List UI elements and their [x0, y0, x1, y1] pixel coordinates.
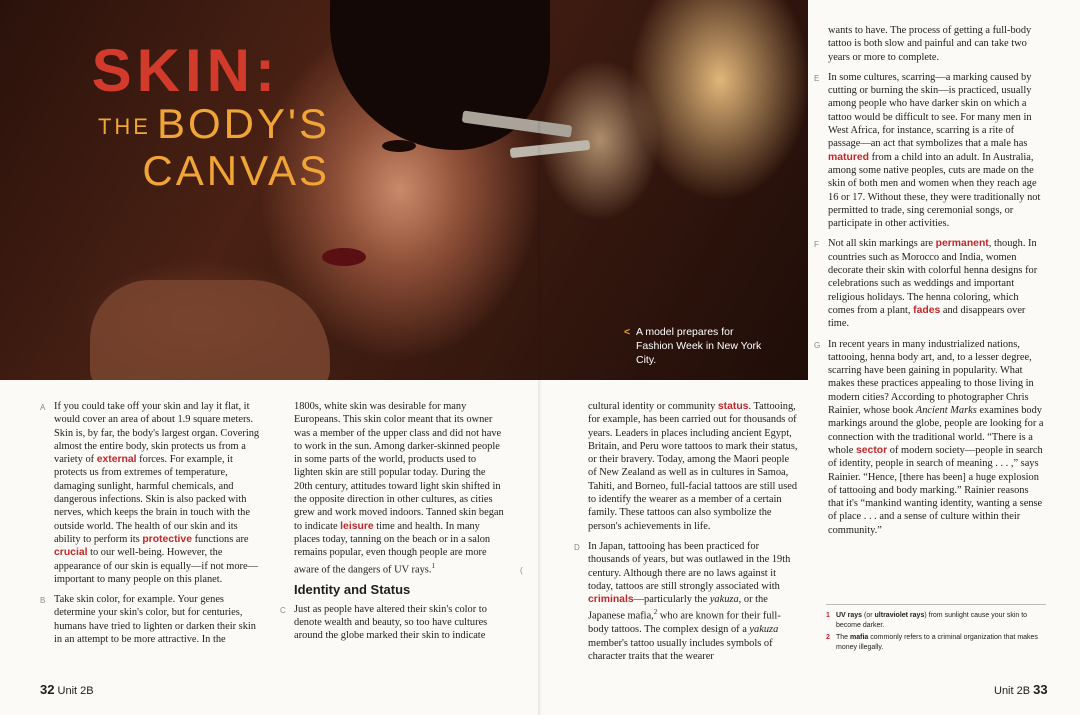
model-eye-shape	[382, 140, 416, 152]
column-1	[40, 400, 264, 653]
caption-text: A model prepares for Fashion Week in New York City.	[636, 326, 762, 366]
paragraph-label: F	[814, 240, 819, 250]
title-line-3: CANVAS	[142, 146, 330, 194]
footnote-1	[826, 611, 1046, 630]
book-title: Ancient Marks	[915, 405, 977, 417]
folio-left	[40, 682, 94, 697]
paragraph-g	[814, 338, 1046, 537]
paragraph-text: Not all skin markings are	[828, 238, 936, 250]
section-heading: Identity and Status	[294, 582, 411, 598]
paragraph-text: , though. In countries such as Morocco and India, women decorate their skin with colorful henna designs for celebrations such as weddings and important religious holidays. The henna coloring, which comes from a plant,	[828, 238, 1038, 316]
vocab-word: crucial	[54, 547, 88, 559]
paragraph-text: —particularly the	[633, 594, 710, 606]
title-line-1: SKIN:	[91, 37, 280, 104]
paragraph-text: from a child into an adult. In Australia, among some native peoples, cuts are made on the skin of both men and women when they reach age 16 or 17. Without these, they were traditionally not permitted to trade, sing ceremonial songs, or participate in other activities.	[828, 151, 1041, 230]
paragraph-text: wants to have. The process of getting a full-body tattoo is both slow and painful and can take two years or more to complete.	[828, 25, 1032, 63]
paragraph-text: examines body markings around the globe, people are looking for a connection with the traditional world. “There is a whole	[828, 405, 1044, 456]
footnote-2	[826, 633, 1046, 652]
vocab-word: fades	[913, 304, 941, 316]
footnotes	[826, 604, 1046, 655]
italic-term: yakuza	[749, 624, 779, 636]
footnote-text: )	[924, 612, 927, 619]
paragraph-f	[814, 237, 1046, 330]
model-lips-shape	[322, 248, 366, 266]
paragraph-d	[574, 540, 800, 663]
paragraph-text: and disappears over time.	[828, 304, 1026, 330]
paragraph-a	[40, 400, 264, 586]
hand-shape	[90, 280, 330, 380]
footnote-term: ultraviolet rays	[874, 612, 925, 619]
paragraph-label: G	[814, 340, 821, 350]
paragraph-label: E	[814, 73, 820, 83]
paragraph-text: Just as people have altered their skin's color to denote wealth and beauty, so too have cultures around the globe marked their skin to indicate	[294, 603, 488, 642]
paragraph-text: . Tattooing, for example, has been carried out for thousands of years. Leaders in places including ancient Egypt, Britain, and Peru wore tattoos to mark their status, or their bravery. Today, among the Maori people of New Zealand as well as in cultures in Samoa, Tahiti, and Borneo, full-facial tattoos are still used to identify the wearer as a member of a certain family. These tattoos can also symbolize the person's achievements in life.	[588, 401, 798, 532]
caption-arrow-icon: <	[624, 326, 631, 338]
column-3	[574, 400, 800, 670]
vocab-word: leisure	[340, 520, 374, 532]
italic-term: yakuza	[709, 594, 739, 606]
hair-clip-shape-2	[510, 140, 591, 158]
footnote-number: 1	[826, 612, 830, 619]
paragraph-label: B	[40, 596, 46, 606]
paragraph-text: of modern society—people in search of identity, people in search of meaning . . . ,” says Rainier. “Hence, [there has been] a huge explosion of tattooing and body marking.” Rainier reasons that it's “mankind wanting identity, wanting a sense of place . . . and a sense of culture within their community.”	[828, 444, 1043, 536]
paragraph-text: time and health. In many places today, tanning on the beach or in a salon remains popular, even though people are more aware of the dangers of UV rays.	[294, 520, 491, 576]
column-4	[814, 24, 1046, 544]
footnote-text: commonly refers to a criminal organization that makes money illegally.	[836, 634, 1038, 651]
footnote-ref: 1	[431, 561, 435, 570]
folio-right	[994, 682, 1048, 697]
paragraph-text: to our well-being. However, the appearance of our skin is equally—if not more—important to many people on this planet.	[54, 547, 258, 585]
paragraph-label: C	[280, 605, 286, 615]
footnote-ref: 2	[653, 608, 658, 617]
page-number: 33	[1033, 682, 1048, 697]
unit-label: Unit 2B	[994, 685, 1031, 697]
vocab-word: external	[96, 454, 137, 466]
paragraph-text: 1800s, white skin was desirable for many Europeans. This skin color meant that its owner was a member of the upper class and did not have to work in the sun. Among darker-skinned people in some parts of the world, products used to lighten skin are still popular today. During the 20th century, attitudes toward light skin shifted in the opposite direction in other cultures, as cities grew and work moved indoors. Tanned skin began to indicate	[294, 401, 504, 532]
footnote-text: The	[836, 634, 851, 641]
paragraph-text: who are known for their full-body tattoos. The complex design of a	[588, 610, 781, 636]
vocab-word: sector	[856, 444, 888, 456]
stray-mark: (	[520, 566, 523, 575]
paragraph-d-continued	[828, 24, 1046, 64]
paragraph-b	[40, 593, 264, 646]
vocab-word: permanent	[935, 238, 989, 250]
photo-caption	[624, 325, 766, 367]
vocab-word: protective	[142, 533, 192, 545]
vocab-word: criminals	[588, 594, 634, 606]
footnote-text: from sunlight cause your skin to become darker.	[836, 612, 1028, 629]
hero-photo	[0, 0, 808, 380]
paragraph-text: Take skin color, for example. Your genes determine your skin's color, but for centuries, humans have tried to lighten or darken their skin in an attempt to be more attractive. In the	[54, 594, 256, 646]
paragraph-c	[280, 603, 504, 643]
footnote-term: mafia	[850, 634, 869, 641]
vocab-word: status	[717, 401, 749, 412]
paragraph-label: A	[40, 403, 46, 412]
paragraph-text: If you could take off your skin and lay it flat, it would cover an area of about 1.9 square meters. Skin is, by far, the body's largest organ. Covering almost the entire body, skin protects us from a variety of	[54, 401, 260, 466]
page-number: 32	[40, 682, 55, 697]
page-gutter	[538, 0, 542, 715]
paragraph-text: functions are	[191, 533, 249, 545]
title-the: THE	[97, 113, 151, 139]
paragraph-text: member's tattoo usually includes symbols of character traits that the wearer	[588, 637, 773, 662]
paragraph-text: In recent years in many industrialized nations, tattooing, henna body art, and, to a lesser degree, scarring have been gaining in popularity. What makes these practices appealing to those living in modern cities? According to photographer Chris Rainier, whose book	[828, 338, 1034, 417]
paragraph-label: D	[574, 542, 580, 552]
article-title	[30, 37, 330, 194]
paragraph-text: , or the Japanese mafia,	[588, 594, 768, 622]
footnote-term: UV rays	[836, 612, 863, 619]
footnote-number: 2	[826, 634, 830, 641]
title-bodys: BODY'S	[156, 100, 330, 147]
paragraph-text: forces. For example, it protects us from extremes of temperature, damaging sunlight, harmful chemicals, and dangerous infections. Skin is also packed with nerves, which keeps the brain in touch with the outside world. The health of our skin and its ability to perform its	[54, 454, 250, 545]
vocab-word: matured	[828, 151, 869, 163]
unit-label: Unit 2B	[57, 685, 94, 697]
title-line-2	[30, 102, 330, 149]
column-2	[280, 400, 504, 650]
paragraph-text: cultural identity or community	[588, 401, 718, 412]
footnote-text: (or	[862, 612, 875, 619]
paragraph-b-continued	[294, 400, 504, 576]
paragraph-c-continued	[588, 400, 800, 533]
paragraph-text: In Japan, tattooing has been practiced for thousands of years, but was outlawed in the 19th century. Although there are no laws against it today, tattoos are still strongly associated with	[588, 540, 791, 592]
paragraph-text: In some cultures, scarring—a marking caused by cutting or burning the skin—is practiced, usually among people who have darker skin on which a tattoo would be difficult to see. For many men in West Africa, for instance, scarring is a rite of passage—an act that symbolizes that a male has	[828, 71, 1032, 150]
paragraph-e	[814, 71, 1046, 231]
